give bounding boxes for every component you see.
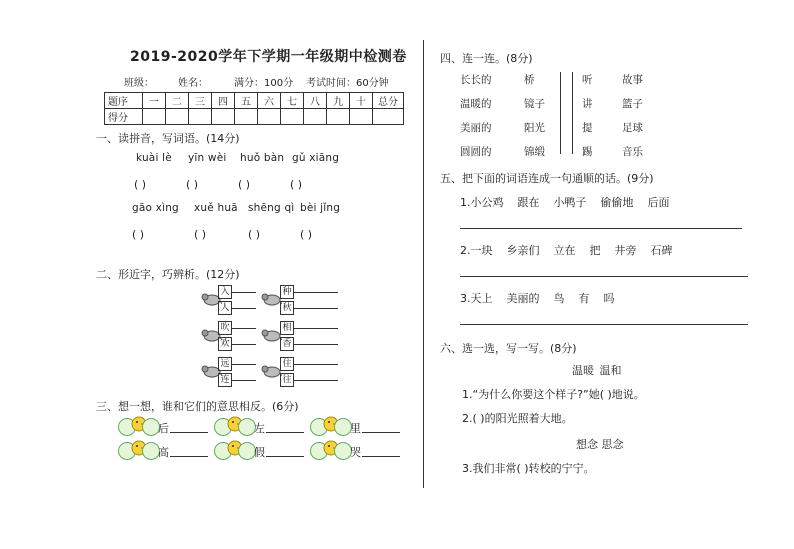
- match-divider-2: [572, 72, 573, 154]
- score-header-cell: 三: [189, 93, 212, 109]
- score-blank-cell[interactable]: [189, 109, 212, 125]
- score-header-cell: 四: [212, 93, 235, 109]
- name-label: 姓名：: [178, 78, 208, 89]
- word-blank-line[interactable]: [294, 380, 338, 381]
- score-header-cell: 九: [327, 93, 350, 109]
- word-pair-2: 想念 思念: [576, 438, 624, 451]
- match-word: 温暖的: [460, 98, 492, 110]
- word-blank-line[interactable]: [294, 292, 338, 293]
- score-blank-cell[interactable]: [166, 109, 189, 125]
- pinyin-item: kuài lè: [136, 152, 172, 164]
- score-header-cell: 五: [235, 93, 258, 109]
- match-word: 提: [582, 122, 593, 134]
- match-word: 圆圆的: [460, 146, 492, 158]
- column-divider: [423, 40, 424, 488]
- page-title: 2019-2020学年下学期一年级期中检测卷: [130, 49, 407, 65]
- match-word: 踢: [582, 146, 593, 158]
- word-blank-line[interactable]: [232, 380, 256, 381]
- char-box: 入: [218, 285, 232, 299]
- score-header-cell: 七: [281, 93, 304, 109]
- word-blank-line[interactable]: [232, 364, 256, 365]
- match-word: 讲: [582, 98, 593, 110]
- match-divider-1: [560, 72, 561, 154]
- answer-paren[interactable]: ( ): [134, 178, 147, 191]
- score-header-cell: 一: [143, 93, 166, 109]
- char-box: 远: [218, 357, 232, 371]
- mouse-icon: [260, 327, 282, 341]
- sentence-words: 1.小公鸡 跟在 小鸭子 偷偷地 后面: [460, 196, 670, 209]
- sec4-heading: 四、连一连。(8分): [440, 52, 533, 65]
- word-blank-line[interactable]: [232, 308, 256, 309]
- full-score: 满分：100分: [234, 78, 294, 89]
- score-header-cell: 八: [304, 93, 327, 109]
- match-word: 锦缎: [524, 146, 545, 158]
- score-blank-cell[interactable]: [212, 109, 235, 125]
- sentence-words: 2.一块 乡亲们 立在 把 井旁 石碑: [460, 244, 673, 257]
- answer-blank[interactable]: [266, 432, 304, 433]
- answer-paren[interactable]: ( ): [194, 228, 207, 241]
- char-box: 欢: [218, 337, 232, 351]
- pinyin-item: yīn wèi: [188, 152, 227, 164]
- match-word: 故事: [622, 74, 643, 86]
- pinyin-item: gǔ xiāng: [292, 152, 340, 164]
- char-box: 吹: [218, 321, 232, 335]
- question-2: 2.( )的阳光照着大地。: [462, 412, 573, 425]
- char-box: 相: [280, 321, 294, 335]
- exam-time: 考试时间：60分钟: [306, 78, 389, 89]
- antonym-word: 后: [158, 422, 169, 435]
- word-pair-1: 温暖 温和: [572, 364, 622, 377]
- score-header-cell: 总分: [373, 93, 404, 109]
- score-blank-cell[interactable]: [258, 109, 281, 125]
- sec5-heading: 五、把下面的词语连成一句通顺的话。(9分): [440, 172, 654, 185]
- char-box: 住: [280, 357, 294, 371]
- match-word: 足球: [622, 122, 643, 134]
- char-box: 秋: [280, 301, 294, 315]
- char-box: 种: [280, 285, 294, 299]
- match-word: 阳光: [524, 122, 545, 134]
- answer-paren[interactable]: ( ): [132, 228, 145, 241]
- question-1: 1.“为什么你要这个样子?”她( )地说。: [462, 388, 645, 401]
- word-blank-line[interactable]: [294, 308, 338, 309]
- char-box: 往: [280, 373, 294, 387]
- score-header-cell: 六: [258, 93, 281, 109]
- mouse-icon: [260, 291, 282, 305]
- answer-paren[interactable]: ( ): [300, 228, 313, 241]
- word-blank-line[interactable]: [232, 292, 256, 293]
- char-box: 香: [280, 337, 294, 351]
- match-word: 音乐: [622, 146, 643, 158]
- answer-blank[interactable]: [266, 456, 304, 457]
- sec1-heading: 一、读拼音，写词语。(14分): [96, 132, 240, 145]
- antonym-word: 假: [254, 446, 265, 459]
- pinyin-item: gāo xìng: [132, 202, 179, 214]
- char-box: 连: [218, 373, 232, 387]
- score-row-label: 得分: [105, 109, 143, 125]
- score-blank-cell[interactable]: [373, 109, 404, 125]
- antonym-word: 里: [350, 422, 361, 435]
- score-header-cell: 题序: [105, 93, 143, 109]
- score-blank-cell[interactable]: [304, 109, 327, 125]
- sentence-answer-line[interactable]: [460, 228, 742, 229]
- score-blank-cell[interactable]: [281, 109, 304, 125]
- match-word: 美丽的: [460, 122, 492, 134]
- word-blank-line[interactable]: [294, 364, 338, 365]
- score-table: [104, 92, 404, 125]
- pinyin-item: shēng qì: [248, 202, 295, 214]
- pinyin-item: xuě huā: [194, 202, 238, 214]
- class-label: 班级：: [124, 78, 154, 89]
- match-word: 篮子: [622, 98, 643, 110]
- sec6-heading: 六、选一选，写一写。(8分): [440, 342, 577, 355]
- char-box: 人: [218, 301, 232, 315]
- match-word: 桥: [524, 74, 535, 86]
- answer-blank[interactable]: [362, 432, 400, 433]
- score-header-cell: 二: [166, 93, 189, 109]
- antonym-word: 左: [254, 422, 265, 435]
- sentence-words: 3.天上 美丽的 鸟 有 吗: [460, 292, 615, 305]
- score-header-cell: 十: [350, 93, 373, 109]
- answer-paren[interactable]: ( ): [290, 178, 303, 191]
- score-blank-cell[interactable]: [143, 109, 166, 125]
- answer-paren[interactable]: ( ): [248, 228, 261, 241]
- answer-blank[interactable]: [170, 456, 208, 457]
- sec3-heading: 三、想一想，谁和它们的意思相反。(6分): [96, 400, 299, 413]
- pinyin-item: bèi jǐng: [300, 202, 341, 214]
- answer-blank[interactable]: [362, 456, 400, 457]
- score-blank-cell[interactable]: [235, 109, 258, 125]
- pinyin-item: huǒ bàn: [240, 152, 285, 164]
- match-word: 长长的: [460, 74, 492, 86]
- antonym-word: 高: [158, 446, 169, 459]
- question-3: 3.我们非常( )转校的宁宁。: [462, 462, 595, 475]
- word-blank-line[interactable]: [294, 344, 338, 345]
- score-blank-cell[interactable]: [350, 109, 373, 125]
- word-blank-line[interactable]: [294, 328, 338, 329]
- mouse-icon: [260, 363, 282, 377]
- sec2-heading: 二、形近字，巧辨析。(12分): [96, 268, 240, 281]
- answer-paren[interactable]: ( ): [186, 178, 199, 191]
- word-blank-line[interactable]: [232, 328, 256, 329]
- answer-paren[interactable]: ( ): [238, 178, 251, 191]
- antonym-word: 哭: [350, 446, 361, 459]
- match-word: 镜子: [524, 98, 545, 110]
- word-blank-line[interactable]: [232, 344, 256, 345]
- match-word: 听: [582, 74, 593, 86]
- sentence-answer-line[interactable]: [460, 276, 748, 277]
- sentence-answer-line[interactable]: [460, 324, 748, 325]
- score-blank-cell[interactable]: [327, 109, 350, 125]
- answer-blank[interactable]: [170, 432, 208, 433]
